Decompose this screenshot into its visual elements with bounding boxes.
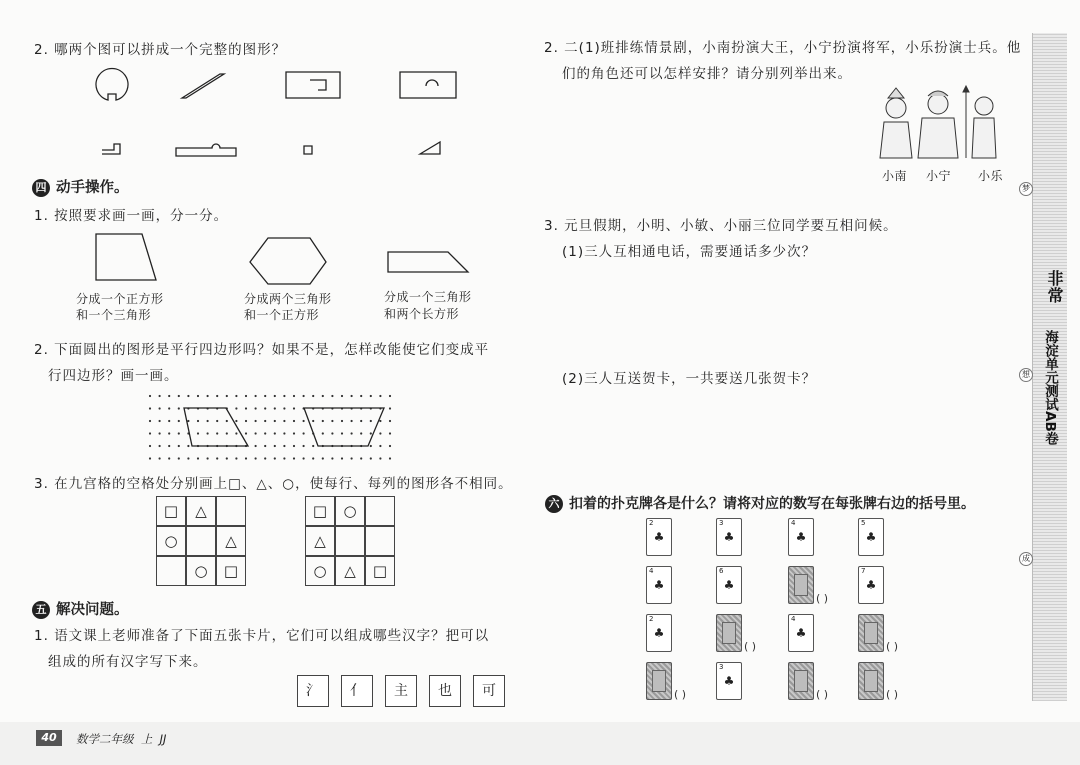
char-card-3: 主: [385, 675, 417, 707]
page-number: 40: [36, 730, 62, 746]
club-icon: ♣: [653, 626, 665, 640]
shape-parallelogram: [182, 74, 224, 98]
card-back: [788, 566, 814, 604]
draw-shapes: [90, 230, 530, 290]
grid-cell: [186, 526, 216, 556]
char-card-4: 也: [429, 675, 461, 707]
answer-blank[interactable]: ( ): [816, 688, 829, 701]
answer-blank[interactable]: ( ): [886, 640, 899, 653]
club-icon: ♣: [653, 578, 665, 592]
grid-cell: △: [186, 496, 216, 526]
card-rank: 6: [719, 567, 724, 575]
answer-blank[interactable]: ( ): [674, 688, 687, 701]
shape-small-l: [102, 144, 120, 154]
card-rank: 3: [719, 519, 724, 527]
quad-shape-1: [184, 408, 248, 446]
card-back: [858, 614, 884, 652]
answer-blank[interactable]: ( ): [816, 592, 829, 605]
card-rank: 5: [861, 519, 866, 527]
shape-circle-notch: [96, 69, 128, 100]
playing-card: [646, 614, 672, 652]
nine-grid-2: [305, 496, 395, 586]
card-rank: 2: [649, 519, 654, 527]
shape-rect-notch: [286, 72, 340, 98]
side-ring-1: 梦: [1019, 182, 1033, 196]
grid-cell: [365, 526, 395, 556]
card-rank: 4: [791, 615, 796, 623]
char-card-1: 氵: [297, 675, 329, 707]
club-icon: ♣: [723, 674, 735, 688]
label-3b: 和两个长方形: [384, 307, 460, 321]
nine-grid-1: [156, 496, 246, 586]
side-ring-2: 想: [1019, 368, 1033, 382]
right-question-3-sub2: (2)三人互送贺卡，一共要送几张贺卡？: [562, 371, 817, 387]
grid-cell: [156, 556, 186, 586]
side-subtitle: 海淀单元测试AB卷: [1042, 330, 1058, 446]
question-4-2-line2: 行四边形？画一画。: [48, 368, 179, 384]
hexagon-shape: [250, 238, 326, 284]
club-icon: ♣: [723, 578, 735, 592]
label-1a: 分成一个正方形: [76, 292, 164, 306]
side-ring-3: 成: [1019, 552, 1033, 566]
quad-shape-2: [304, 408, 384, 446]
grid-cell: △: [305, 526, 335, 556]
club-icon: ♣: [653, 530, 665, 544]
playing-card: [716, 662, 742, 700]
answer-blank[interactable]: ( ): [744, 640, 757, 653]
card-back: [646, 662, 672, 700]
section-6-heading: 六 扣着的扑克牌各是什么？请将对应的数写在每张牌右边的括号里。: [545, 493, 975, 513]
side-logo: 非常: [1045, 270, 1064, 304]
grid-cell: □: [156, 496, 186, 526]
playing-card: [716, 518, 742, 556]
right-question-2-line1: 2. 二(1)班排练情景剧，小南扮演大王，小宁扮演将军，小乐扮演士兵。他: [544, 40, 1022, 56]
card-back: [858, 662, 884, 700]
trapezoid-shape: [96, 234, 156, 280]
playing-card: [858, 518, 884, 556]
dot-grid: [148, 392, 408, 462]
playing-card: [646, 518, 672, 556]
playing-card: [858, 566, 884, 604]
question-4-1-title: 1. 按照要求画一画，分一分。: [34, 208, 229, 224]
char-card-5: 可: [473, 675, 505, 707]
label-2a: 分成两个三角形: [244, 292, 332, 306]
right-trapezoid-shape: [388, 252, 468, 272]
playing-card: [788, 614, 814, 652]
question-5-1-line2: 组成的所有汉字写下来。: [48, 654, 208, 670]
shape-small-triangle: [420, 142, 440, 154]
label-2b: 和一个正方形: [244, 308, 320, 322]
club-icon: ♣: [723, 530, 735, 544]
grid-cell: △: [216, 526, 246, 556]
card-rank: 4: [791, 519, 796, 527]
grid-cell: [216, 496, 246, 526]
card-rank: 3: [719, 663, 724, 671]
right-question-3-sub1: (1)三人互相通电话，需要通话多少次？: [562, 244, 817, 260]
grid-cell: □: [216, 556, 246, 586]
playing-card: [716, 566, 742, 604]
section-5-badge: 五: [32, 601, 50, 619]
person-label-3: 小乐: [978, 169, 1004, 183]
playing-card: [646, 566, 672, 604]
grid-cell: ○: [156, 526, 186, 556]
puzzle-shapes: [90, 66, 560, 176]
right-question-2-line2: 们的角色还可以怎样安排？请分别列举出来。: [562, 66, 852, 82]
club-icon: ♣: [865, 578, 877, 592]
playing-card: [788, 518, 814, 556]
question-2-title: 2. 哪两个图可以拼成一个完整的图形？: [34, 42, 287, 58]
person-label-1: 小南: [882, 169, 908, 183]
card-back: [716, 614, 742, 652]
card-rank: 4: [649, 567, 654, 575]
grid-cell: [335, 526, 365, 556]
right-question-3-title: 3. 元旦假期，小明、小敏、小丽三位同学要互相问候。: [544, 218, 898, 234]
label-3a: 分成一个三角形: [384, 290, 472, 304]
question-4-3-title: 3. 在九宫格的空格处分别画上□、△、○，使每行、每列的图形各不相同。: [34, 476, 513, 492]
label-1b: 和一个三角形: [76, 308, 152, 322]
characters-illustration: [878, 86, 1008, 166]
grid-cell: ○: [335, 496, 365, 526]
grid-cell: [365, 496, 395, 526]
playing-cards-area: [640, 518, 940, 708]
section-5-heading: 五 解决问题。: [32, 598, 129, 619]
section-4-badge: 四: [32, 179, 50, 197]
footer-subject: 数学二年级 上 JJ: [76, 732, 167, 746]
card-rank: 2: [649, 615, 654, 623]
club-icon: ♣: [865, 530, 877, 544]
card-rank: 7: [861, 567, 866, 575]
grid-cell: △: [335, 556, 365, 586]
grid-cell: □: [305, 496, 335, 526]
section-6-badge: 六: [545, 495, 563, 513]
shape-rect-bump: [400, 72, 456, 98]
question-4-2-line1: 2. 下面圆出的图形是平行四边形吗？如果不是，怎样改能使它们变成平: [34, 342, 490, 358]
char-card-2: 亻: [341, 675, 373, 707]
answer-blank[interactable]: ( ): [886, 688, 899, 701]
grid-cell: □: [365, 556, 395, 586]
grid-cell: ○: [305, 556, 335, 586]
grid-cell: ○: [186, 556, 216, 586]
question-5-1-line1: 1. 语文课上老师准备了下面五张卡片，它们可以组成哪些汉字？把可以: [34, 628, 490, 644]
club-icon: ♣: [795, 626, 807, 640]
shape-long-bump: [176, 144, 236, 156]
card-back: [788, 662, 814, 700]
section-4-heading: 四 动手操作。: [32, 176, 129, 197]
shape-tiny-square: [304, 146, 312, 154]
person-label-2: 小宁: [926, 169, 952, 183]
club-icon: ♣: [795, 530, 807, 544]
